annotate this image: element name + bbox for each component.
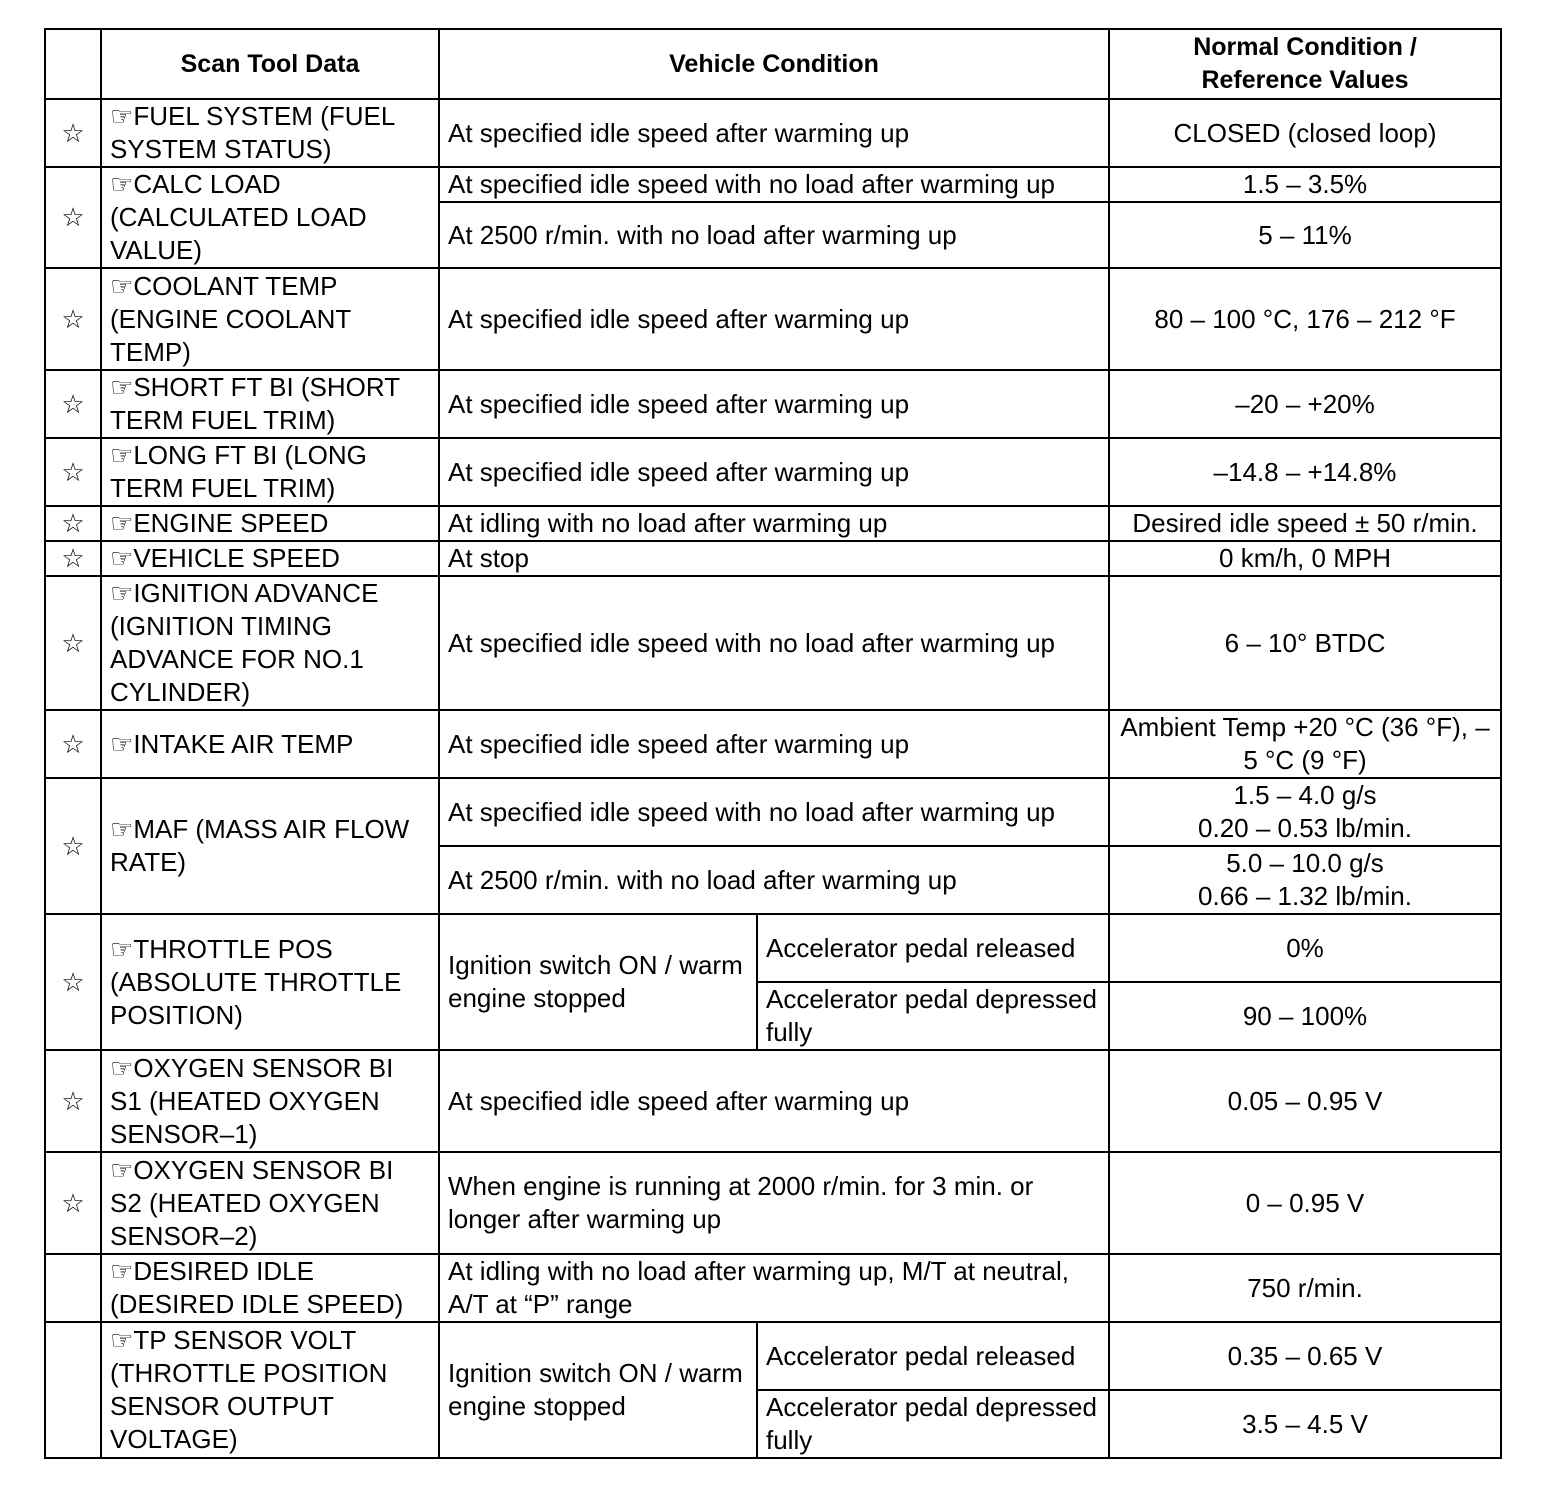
condition-cell: Ignition switch ON / warm engine stopped <box>439 1322 757 1458</box>
header-normal-condition <box>1109 29 1501 99</box>
scan-item-cell <box>101 506 439 541</box>
scan-item-label: COOLANT TEMP (ENGINE COOLANT TEMP) <box>110 270 351 367</box>
scan-item-label: MAF (MASS AIR FLOW RATE) <box>110 814 410 877</box>
scan-item-label: THROTTLE POS (ABSOLUTE THROTTLE POSITION) <box>110 933 402 1030</box>
sub-condition-cell: Accelerator pedal released <box>757 1322 1109 1390</box>
condition-cell: At specified idle speed after warming up <box>439 710 1109 778</box>
value-cell: 3.5 – 4.5 V <box>1109 1390 1501 1458</box>
value-cell: 5 – 11% <box>1109 202 1501 268</box>
value-cell <box>1109 778 1501 846</box>
star-cell <box>45 1322 101 1458</box>
table-row <box>45 167 1501 202</box>
table-row <box>45 268 1501 370</box>
pointing-hand-icon: ☞ <box>110 578 134 608</box>
pointing-hand-icon: ☞ <box>110 1325 134 1355</box>
pointing-hand-icon: ☞ <box>110 1052 134 1083</box>
condition-cell: At specified idle speed with no load after warming up <box>439 576 1109 710</box>
pointing-hand-icon: ☞ <box>110 101 134 131</box>
condition-cell: At 2500 r/min. with no load after warming up <box>439 202 1109 268</box>
pointing-hand-icon: ☞ <box>110 1154 134 1185</box>
star-icon: ☆ <box>45 914 101 1050</box>
scan-item-cell <box>101 541 439 576</box>
pointing-hand-icon: ☞ <box>110 814 134 844</box>
value-cell: 1.5 – 3.5% <box>1109 167 1501 202</box>
sub-condition-cell: Accelerator pedal depressed fully <box>757 1390 1109 1458</box>
scan-item-label: CALC LOAD (CALCULATED LOAD VALUE) <box>110 169 367 265</box>
value-cell: 80 – 100 °C, 176 – 212 °F <box>1109 268 1501 370</box>
table-row <box>45 506 1501 541</box>
condition-cell: At idling with no load after warming up, M/T at neutral, A/T at “P” range <box>439 1254 1109 1322</box>
star-icon: ☆ <box>45 268 101 370</box>
pointing-hand-icon: ☞ <box>110 372 134 402</box>
value-cell: Ambient Temp +20 °C (36 °F), – 5 °C (9 °F) <box>1109 710 1501 778</box>
pointing-hand-icon: ☞ <box>110 508 134 538</box>
condition-cell: At 2500 r/min. with no load after warming up <box>439 846 1109 914</box>
value-cell: 6 – 10° BTDC <box>1109 576 1501 710</box>
value-cell: CLOSED (closed loop) <box>1109 99 1501 167</box>
table-row <box>45 370 1501 438</box>
value-cell: 0.05 – 0.95 V <box>1109 1050 1501 1152</box>
star-icon: ☆ <box>45 506 101 541</box>
table-row <box>45 710 1501 778</box>
scan-item-cell <box>101 1050 439 1152</box>
scan-item-cell <box>101 268 439 370</box>
value-cell: 0 km/h, 0 MPH <box>1109 541 1501 576</box>
condition-cell: At specified idle speed with no load after warming up <box>439 167 1109 202</box>
table-row <box>45 914 1501 982</box>
value-line: 0.20 – 0.53 lb/min. <box>1198 813 1412 843</box>
value-cell: 0.35 – 0.65 V <box>1109 1322 1501 1390</box>
table-row <box>45 778 1501 846</box>
scan-tool-data-table <box>44 28 1502 1459</box>
value-cell: 750 r/min. <box>1109 1254 1501 1322</box>
scan-item-cell <box>101 1152 439 1254</box>
value-cell: 0 – 0.95 V <box>1109 1152 1501 1254</box>
header-star-column <box>45 29 101 99</box>
table-row <box>45 1322 1501 1390</box>
scan-item-cell <box>101 576 439 710</box>
scan-item-label: DESIRED IDLE (DESIRED IDLE SPEED) <box>110 1256 404 1319</box>
scan-item-label: LONG FT BI (LONG TERM FUEL TRIM) <box>110 440 367 503</box>
scan-item-cell <box>101 370 439 438</box>
star-icon: ☆ <box>45 778 101 914</box>
header-normal-line1: Normal Condition / <box>1193 33 1417 61</box>
table-row <box>45 576 1501 710</box>
condition-cell: Ignition switch ON / warm engine stopped <box>439 914 757 1050</box>
star-icon: ☆ <box>45 438 101 506</box>
table-row <box>45 438 1501 506</box>
table-header-row <box>45 29 1501 99</box>
star-icon: ☆ <box>45 710 101 778</box>
star-icon: ☆ <box>45 99 101 167</box>
value-cell: Desired idle speed ± 50 r/min. <box>1109 506 1501 541</box>
scan-item-cell <box>101 99 439 167</box>
table-row <box>45 1152 1501 1254</box>
header-normal-line2: Reference Values <box>1201 66 1409 94</box>
header-vehicle-condition: Vehicle Condition <box>439 29 1109 99</box>
condition-cell: At specified idle speed after warming up <box>439 99 1109 167</box>
pointing-hand-icon: ☞ <box>110 440 134 470</box>
condition-cell: At specified idle speed after warming up <box>439 438 1109 506</box>
pointing-hand-icon: ☞ <box>110 728 134 759</box>
value-cell: –20 – +20% <box>1109 370 1501 438</box>
star-icon: ☆ <box>45 167 101 268</box>
scan-item-label: VEHICLE SPEED <box>133 543 340 573</box>
condition-cell: At idling with no load after warming up <box>439 506 1109 541</box>
value-cell: 0% <box>1109 914 1501 982</box>
scan-item-cell <box>101 914 439 1050</box>
star-icon: ☆ <box>45 370 101 438</box>
scan-item-label: TP SENSOR VOLT (THROTTLE POSITION SENSOR OUTPUT VOLTAGE) <box>110 1325 388 1454</box>
value-line: 1.5 – 4.0 g/s <box>1233 780 1377 810</box>
scan-item-label: OXYGEN SENSOR BI S1 (HEATED OXYGEN SENSOR–1) <box>110 1052 394 1149</box>
pointing-hand-icon: ☞ <box>110 543 134 573</box>
star-icon: ☆ <box>45 576 101 710</box>
value-cell: –14.8 – +14.8% <box>1109 438 1501 506</box>
scan-item-label: FUEL SYSTEM (FUEL SYSTEM STATUS) <box>110 101 395 164</box>
pointing-hand-icon: ☞ <box>110 169 134 199</box>
scan-item-cell <box>101 778 439 914</box>
scan-item-cell <box>101 1322 439 1458</box>
table-row <box>45 1254 1501 1322</box>
star-icon: ☆ <box>45 1152 101 1254</box>
sub-condition-cell: Accelerator pedal depressed fully <box>757 982 1109 1050</box>
scan-item-label: INTAKE AIR TEMP <box>133 728 354 759</box>
value-line: 5.0 – 10.0 g/s <box>1226 848 1384 878</box>
table-row <box>45 541 1501 576</box>
value-cell: 90 – 100% <box>1109 982 1501 1050</box>
star-icon: ☆ <box>45 541 101 576</box>
condition-cell: At specified idle speed with no load after warming up <box>439 778 1109 846</box>
sub-condition-cell: Accelerator pedal released <box>757 914 1109 982</box>
condition-cell: At specified idle speed after warming up <box>439 370 1109 438</box>
scan-item-label: ENGINE SPEED <box>133 508 329 538</box>
pointing-hand-icon: ☞ <box>110 270 134 301</box>
value-line: 0.66 – 1.32 lb/min. <box>1198 881 1412 911</box>
condition-cell: At specified idle speed after warming up <box>439 268 1109 370</box>
condition-cell: At stop <box>439 541 1109 576</box>
condition-cell: At specified idle speed after warming up <box>439 1050 1109 1152</box>
table-row <box>45 99 1501 167</box>
condition-cell: When engine is running at 2000 r/min. for 3 min. or longer after warming up <box>439 1152 1109 1254</box>
scan-item-label: SHORT FT BI (SHORT TERM FUEL TRIM) <box>110 372 400 435</box>
value-cell <box>1109 846 1501 914</box>
header-scan-tool-data: Scan Tool Data <box>101 29 439 99</box>
table-row <box>45 1050 1501 1152</box>
scan-item-label: OXYGEN SENSOR BI S2 (HEATED OXYGEN SENSOR–2) <box>110 1154 394 1251</box>
pointing-hand-icon: ☞ <box>110 1256 134 1286</box>
scan-item-cell <box>101 167 439 268</box>
scan-item-cell <box>101 438 439 506</box>
star-cell <box>45 1254 101 1322</box>
scan-item-cell <box>101 710 439 778</box>
star-icon: ☆ <box>45 1050 101 1152</box>
scan-item-label: IGNITION ADVANCE (IGNITION TIMING ADVANCE FOR NO.1 CYLINDER) <box>110 578 379 707</box>
pointing-hand-icon: ☞ <box>110 933 134 964</box>
scan-item-cell <box>101 1254 439 1322</box>
